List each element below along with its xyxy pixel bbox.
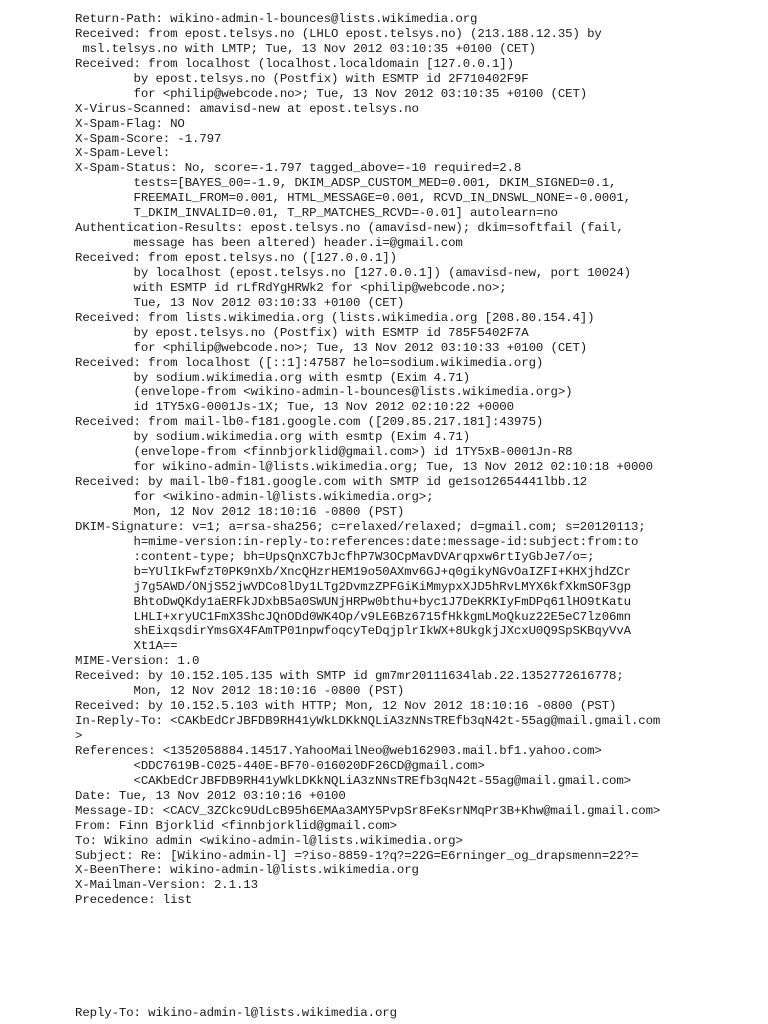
header-line: Return-Path: wikino-admin-l-bounces@lists.wikimedia.org xyxy=(75,12,478,26)
header-line: X-Virus-Scanned: amavisd-new at epost.telsys.no xyxy=(75,101,419,116)
header-line: with ESMTP id rLfRdYgHRWk2 for <philip@webcode.no>; xyxy=(75,280,507,295)
header-line: Received: from epost.telsys.no ([127.0.0.1]) xyxy=(75,251,397,265)
header-line: message has been altered) header.i=@gmail.com xyxy=(75,236,463,251)
header-line: Received: by 10.152.105.135 with SMTP id gm7mr20111634lab.22.1352772616778; xyxy=(75,669,624,684)
header-line: :content-type; bh=UpsQnXC7bJcfhP7W3OCpMavDVArqpxw6rtIyGbJe7/o=; xyxy=(75,549,595,564)
header-line: T_DKIM_INVALID=0.01, T_RP_MATCHES_RCVD=-0.01] autolearn=no xyxy=(75,206,558,221)
header-line: by epost.telsys.no (Postfix) with ESMTP id 2F710402F9F xyxy=(75,71,529,86)
header-line: X-Mailman-Version: 2.1.13 xyxy=(75,878,258,893)
header-line: by sodium.wikimedia.org with esmtp (Exim 4.71) xyxy=(75,430,471,445)
header-line: Received: from epost.telsys.no (LHLO epost.telsys.no) (213.188.12.35) by xyxy=(75,26,602,41)
header-line: FREEMAIL_FROM=0.001, HTML_MESSAGE=0.001, RCVD_IN_DNSWL_NONE=-0.0001, xyxy=(75,191,631,206)
header-line: X-Spam-Level: xyxy=(75,146,171,161)
header-line: by localhost (epost.telsys.no [127.0.0.1]) (amavisd-new, port 10024) xyxy=(75,265,631,280)
header-line: MIME-Version: 1.0 xyxy=(75,654,200,669)
header-line: In-Reply-To: <CAKbEdCrJBFDB9RH41yWkLDKkNQLiA3zNNsTREfb3qN42t-55ag@mail.gmail.com xyxy=(75,714,661,729)
header-line: Precedence: list xyxy=(75,893,193,908)
header-line: Received: from localhost (localhost.localdomain [127.0.0.1]) xyxy=(75,56,514,71)
reply-to-line: Reply-To: wikino-admin-l@lists.wikimedia.org xyxy=(75,1006,397,1020)
header-line: j7g5AWD/ONjS52jwVDCo8lDy1LTg2DvmzZPFGiKiMmypxXJD5hRvLMYX6kfXkmSOF3gp xyxy=(75,579,631,594)
header-line: Received: from mail-lb0-f181.google.com ([209.85.217.181]:43975) xyxy=(75,415,544,430)
header-line: From: Finn Bjorklid <finnbjorklid@gmail.com> xyxy=(75,818,397,833)
header-line: by epost.telsys.no (Postfix) with ESMTP id 785F5402F7A xyxy=(75,325,529,340)
header-line: h=mime-version:in-reply-to:references:date:message-id:subject:from:to xyxy=(75,534,639,549)
header-line: LHLI+xryUC1FmX3ShcJQnODd0WK4Op/v9LE6Bz6715fHkkgmLMoQkuz22E5eC7lz06mn xyxy=(75,609,631,624)
header-line: Received: by 10.152.5.103 with HTTP; Mon, 12 Nov 2012 18:10:16 -0800 (PST) xyxy=(75,699,617,714)
header-line: BhtoDwQKdy1aERFkJDxbB5a0SWUNjHRPw0bthu+byc1J7DeKRKIyFmDPq61lHO9tKatu xyxy=(75,594,631,609)
email-header-block xyxy=(75,12,765,908)
header-line: msl.telsys.no with LMTP; Tue, 13 Nov 2012 03:10:35 +0100 (CET) xyxy=(75,41,536,56)
header-line: shEixqsdirYmsGX4FAmTP01npwfoqcyTeDqjplrIkWX+8UkgkjJXcxU0Q9SpSKBqyVvA xyxy=(75,624,631,639)
header-line: for <philip@webcode.no>; Tue, 13 Nov 2012 03:10:33 +0100 (CET) xyxy=(75,340,588,355)
header-line: Received: from lists.wikimedia.org (lists.wikimedia.org [208.80.154.4]) xyxy=(75,310,595,325)
header-line: <CAKbEdCrJBFDB9RH41yWkLDKkNQLiA3zNNsTREfb3qN42t-55ag@mail.gmail.com> xyxy=(75,773,631,788)
header-line: (envelope-from <wikino-admin-l-bounces@lists.wikimedia.org>) xyxy=(75,385,573,400)
header-line: Date: Tue, 13 Nov 2012 03:10:16 +0100 xyxy=(75,788,346,803)
header-line: Subject: Re: [Wikino-admin-l] =?iso-8859-1?q?=22G=E6rninger_og_drapsmenn=22?= xyxy=(75,848,639,863)
header-line: To: Wikino admin <wikino-admin-l@lists.wikimedia.org> xyxy=(75,833,463,848)
header-line: > xyxy=(75,729,83,743)
header-line: Xt1A== xyxy=(75,639,178,654)
header-line: <DDC7619B-C025-440E-BF70-016020DF26CD@gmail.com> xyxy=(75,758,485,773)
header-line: Authentication-Results: epost.telsys.no (amavisd-new); dkim=softfail (fail, xyxy=(75,221,624,236)
header-line: for <wikino-admin-l@lists.wikimedia.org>; xyxy=(75,490,434,504)
header-line: X-Spam-Flag: NO xyxy=(75,116,185,131)
header-line: Mon, 12 Nov 2012 18:10:16 -0800 (PST) xyxy=(75,684,405,699)
header-line: (envelope-from <finnbjorklid@gmail.com>) id 1TY5xB-0001Jn-R8 xyxy=(75,445,573,460)
header-line: for <philip@webcode.no>; Tue, 13 Nov 2012 03:10:35 +0100 (CET) xyxy=(75,86,588,101)
header-line: for wikino-admin-l@lists.wikimedia.org; Tue, 13 Nov 2012 02:10:18 +0000 xyxy=(75,460,653,475)
header-line: Message-ID: <CACV_3ZCkc9UdLcB95h6EMAa3AMY5PvpSr8FeKsrNMqPr3B+Khw@mail.gmail.com> xyxy=(75,803,661,818)
header-line: X-Spam-Status: No, score=-1.797 tagged_above=-10 required=2.8 xyxy=(75,161,522,176)
header-line: X-BeenThere: wikino-admin-l@lists.wikimedia.org xyxy=(75,863,419,878)
header-line: by sodium.wikimedia.org with esmtp (Exim 4.71) xyxy=(75,370,471,385)
header-line: b=YUlIkFwfzT0PK9nXb/XncQHzrHEM19o50AXmv6GJ+q0gikyNGvOaIZFI+KHXjhdZCr xyxy=(75,564,631,579)
header-line: Received: from localhost ([::1]:47587 helo=sodium.wikimedia.org) xyxy=(75,355,544,370)
header-line: References: <1352058884.14517.YahooMailNeo@web162903.mail.bf1.yahoo.com> xyxy=(75,743,602,758)
header-line: Mon, 12 Nov 2012 18:10:16 -0800 (PST) xyxy=(75,504,405,519)
header-line: tests=[BAYES_00=-1.9, DKIM_ADSP_CUSTOM_MED=0.001, DKIM_SIGNED=0.1, xyxy=(75,176,617,191)
header-line: DKIM-Signature: v=1; a=rsa-sha256; c=relaxed/relaxed; d=gmail.com; s=20120113; xyxy=(75,519,646,534)
header-line: id 1TY5xG-0001Js-1X; Tue, 13 Nov 2012 02:10:22 +0000 xyxy=(75,400,514,415)
header-line: X-Spam-Score: -1.797 xyxy=(75,131,222,146)
header-line: Received: by mail-lb0-f181.google.com with SMTP id ge1so12654441lbb.12 xyxy=(75,475,588,490)
header-line: Tue, 13 Nov 2012 03:10:33 +0100 (CET) xyxy=(75,295,405,310)
